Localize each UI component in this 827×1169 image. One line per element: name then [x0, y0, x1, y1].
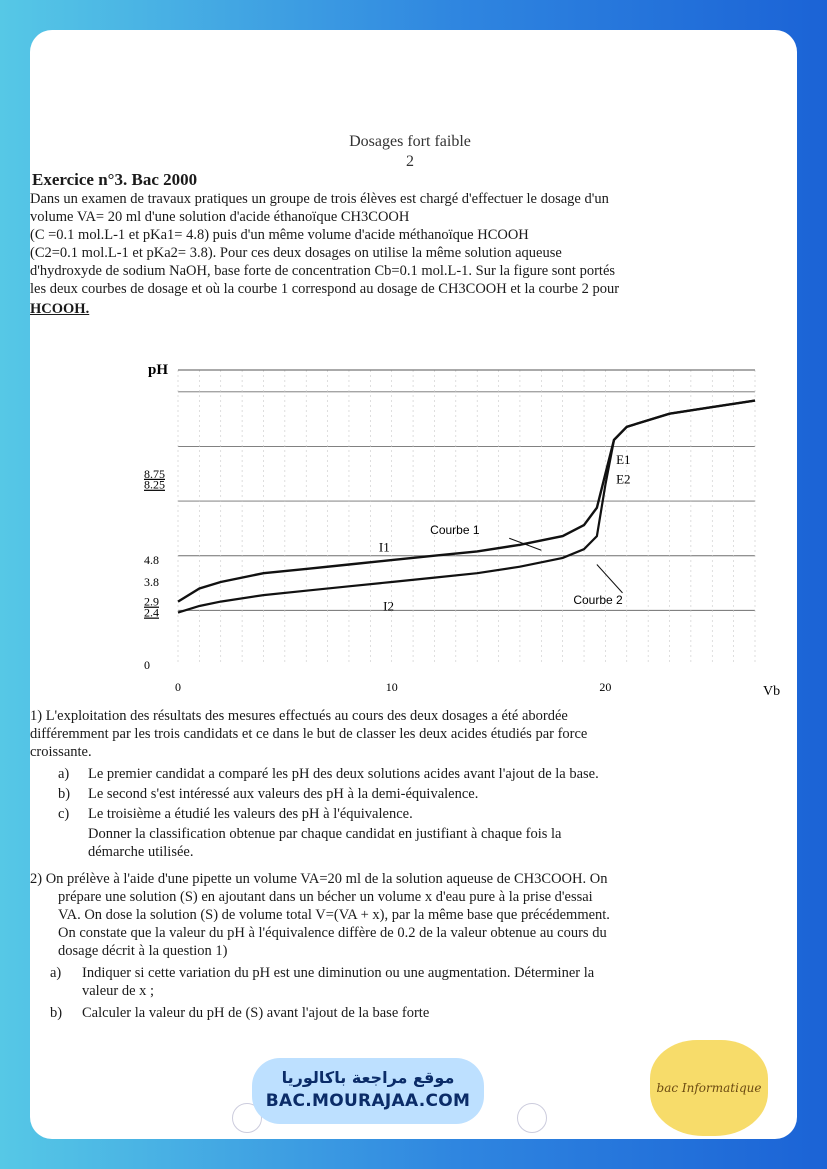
intro-line: (C2=0.1 mol.L-1 et pKa2= 3.8). Pour ces deux dosages on utilise la même solution aqueuse — [30, 245, 562, 261]
y-axis-label: pH — [148, 362, 169, 378]
site-name-arabic: موقع مراجعة باكالوريا — [281, 1068, 455, 1087]
q2-item-text: valeur de x ; — [82, 983, 155, 999]
q1-item-label: a) — [58, 766, 70, 782]
q1-item-label: c) — [58, 806, 70, 822]
badge-text: bac Informatique — [656, 1081, 762, 1095]
q1-task-line: démarche utilisée. — [88, 844, 194, 860]
q1-item-text: Le premier candidat a comparé les pH des deux solutions acides avant l'ajout de la base. — [88, 766, 599, 782]
site-logo-right — [517, 1103, 547, 1133]
annotation-arrow-2 — [597, 564, 623, 592]
annotation-i2: I2 — [383, 598, 394, 614]
intro-line: les deux courbes de dosage et où la courbe 1 correspond au dosage de CH3COOH et la courbe 2 pour — [30, 281, 620, 297]
page-header — [280, 132, 540, 172]
q2-item-text: Indiquer si cette variation du pH est une diminution ou une augmentation. Déterminer la — [82, 965, 595, 981]
bac-informatique-badge — [650, 1040, 768, 1136]
q1-line: croissante. — [30, 744, 92, 760]
y-tick-label: 2.9 — [144, 594, 159, 609]
annotation-e1: E1 — [616, 451, 631, 467]
document-page — [30, 30, 797, 1139]
q1-line: 1) L'exploitation des résultats des mesures effectués au cours des deux dosages a été abordée — [30, 708, 568, 724]
x-tick-label: 20 — [599, 680, 612, 694]
annotation-courbe-2: Courbe 2 — [573, 592, 623, 607]
intro-line: HCOOH. — [30, 301, 90, 317]
intro-line: volume VA= 20 ml d'une solution d'acide éthanoïque CH3COOH — [30, 209, 410, 225]
site-link[interactable] — [252, 1058, 484, 1124]
annotation-i1: I1 — [378, 539, 390, 555]
x-tick-label: 0 — [175, 680, 181, 694]
y-tick-label: 8.75 — [144, 466, 165, 481]
q2-line: 2) On prélève à l'aide d'une pipette un volume VA=20 ml de la solution aqueuse de CH3COOH. On — [30, 871, 608, 887]
q2-line: VA. On dose la solution (S) de volume total V=(VA + x), par la même base que précédemment. — [58, 907, 610, 923]
annotation-arrow-1 — [509, 538, 541, 550]
y-tick-label: 2.4 — [144, 605, 159, 620]
page-content — [30, 30, 797, 1139]
q1-item-text: Le troisième a étudié les valeurs des pH à l'équivalence. — [88, 806, 413, 822]
exercise-title: Exercice n°3. Bac 2000 — [32, 170, 198, 189]
intro-line: d'hydroxyde de sodium NaOH, base forte de concentration Cb=0.1 mol.L-1. Sur la figure sont portés — [30, 263, 616, 279]
y-tick-label: 3.8 — [144, 574, 159, 589]
q2-line: dosage décrit à la question 1) — [58, 943, 228, 959]
x-tick-label: 10 — [385, 680, 398, 694]
x-axis-label: Vb — [763, 684, 781, 699]
y-tick-label: 4.8 — [144, 553, 159, 568]
q2-line: prépare une solution (S) en ajoutant dans un bécher un volume x d'eau pure à la prise d'essai — [58, 889, 593, 905]
intro-line: Dans un examen de travaux pratiques un groupe de trois élèves est chargé d'effectuer le dosage d'un — [30, 191, 609, 207]
q2-line: On constate que la valeur du pH à l'équivalence diffère de 0.2 de la valeur obtenue au cours du — [58, 925, 607, 941]
q2-item-label: b) — [50, 1005, 63, 1021]
q2-item-label: a) — [50, 965, 62, 981]
header-page-number: 2 — [406, 153, 414, 170]
q1-item-label: b) — [58, 786, 71, 802]
annotation-courbe-1: Courbe 1 — [430, 522, 480, 537]
titration-chart — [100, 330, 797, 700]
series-line-2 — [178, 401, 755, 613]
annotation-e2: E2 — [616, 471, 631, 487]
q1-item-text: Le second s'est intéressé aux valeurs des pH à la demi-équivalence. — [88, 786, 479, 802]
q1-line: différemment par les trois candidats et ce dans le but de classer les deux acides étudiés par force — [30, 726, 588, 742]
intro-line: (C =0.1 mol.L-1 et pKa1= 4.8) puis d'un même volume d'acide méthanoïque HCOOH — [30, 227, 529, 243]
header-title: Dosages fort faible — [349, 133, 471, 150]
q1-task-line: Donner la classification obtenue par chaque candidat en justifiant à chaque fois la — [88, 826, 562, 842]
q2-item-text: Calculer la valeur du pH de (S) avant l'ajout de la base forte — [82, 1005, 430, 1021]
y-tick-label: 0 — [144, 658, 150, 672]
y-tick-label: 8.25 — [144, 477, 165, 492]
site-url: BAC.MOURAJAA.COM — [265, 1091, 471, 1111]
